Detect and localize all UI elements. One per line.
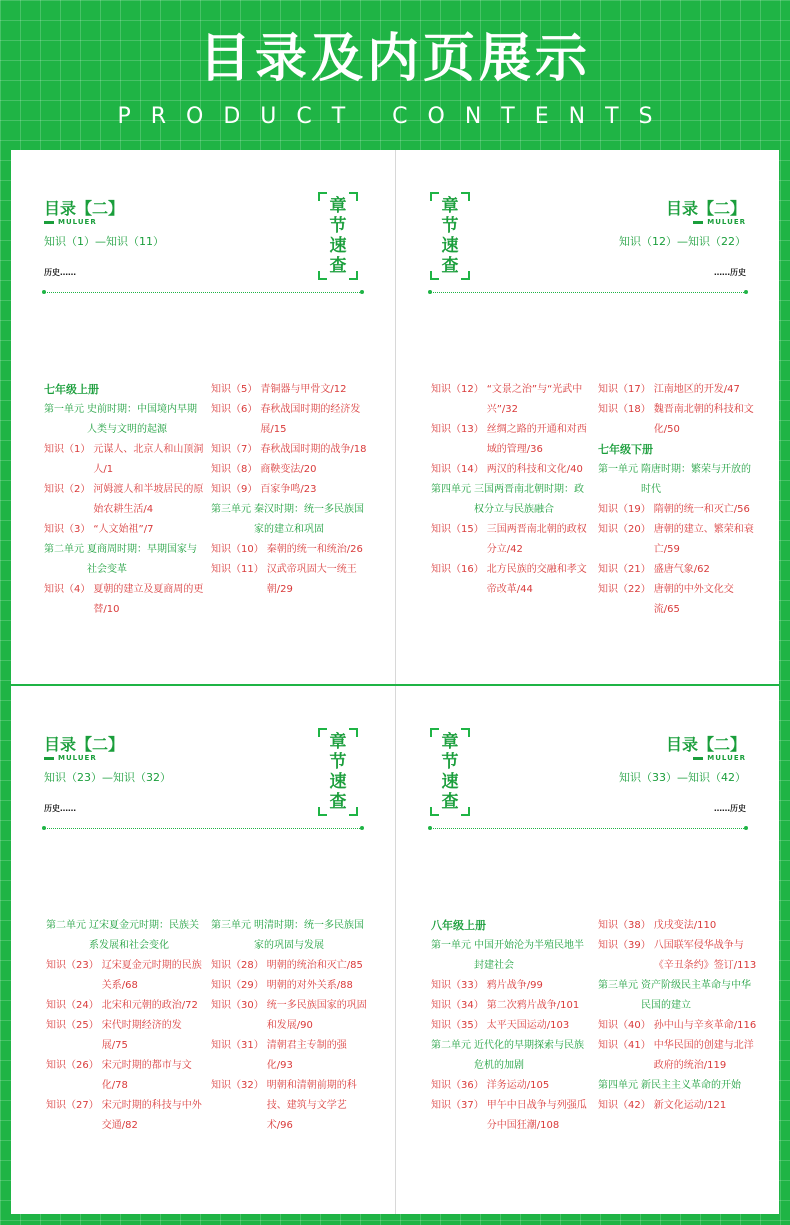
toc-item [598, 916, 758, 936]
item-label: 知识（26） [46, 1060, 99, 1071]
toc-column-right [211, 916, 371, 1136]
toc-item [431, 460, 591, 480]
item-title: 新文化运动/121 [653, 1100, 727, 1111]
item-label: 知识（30） [211, 1000, 264, 1011]
item-label: 知识（19） [598, 504, 651, 515]
toc-item [431, 976, 591, 996]
toc-item [598, 1036, 758, 1076]
toc-unit [598, 460, 758, 500]
item-label: 知识（36） [431, 1080, 484, 1091]
item-label: 知识（5） [211, 384, 258, 395]
toc-item [598, 1016, 758, 1036]
stamp-char: 查 [329, 792, 347, 812]
panel-divider [11, 684, 779, 686]
item-label: 知识（6） [211, 404, 258, 415]
toc-subtitle: MULUER [44, 754, 97, 762]
toc-item [598, 520, 758, 560]
toc-item [46, 1016, 206, 1056]
unit-title: 隋唐时期：繁荣与开放的时代 [641, 464, 751, 495]
unit-label: 第四单元 [598, 1080, 638, 1091]
item-label: 知识（35） [431, 1020, 484, 1031]
item-title: 八国联军侵华战争与《辛丑条约》签订/113 [653, 940, 757, 971]
item-title: 洋务运动/105 [486, 1080, 550, 1091]
item-label: 知识（31） [211, 1040, 264, 1051]
toc-item [598, 560, 758, 580]
stamp-char: 查 [441, 256, 459, 276]
toc-subtitle: MULUER [44, 218, 97, 226]
stamp-char: 节 [441, 216, 459, 236]
unit-title: 近代化的早期探索与民族危机的加剧 [474, 1040, 584, 1071]
toc-title: 目录【二】 [665, 735, 746, 754]
stamp-char: 章 [441, 732, 459, 752]
toc-item [431, 420, 591, 460]
item-title: 夏朝的建立及夏商周的更替/10 [93, 584, 204, 615]
toc-unit [46, 916, 206, 956]
grade-heading: 七年级下册 [598, 443, 653, 456]
item-title: 唐朝的中外文化交流/65 [653, 584, 734, 615]
item-label: 知识（21） [598, 564, 651, 575]
unit-label: 第三单元 [211, 504, 251, 515]
item-label: 知识（40） [598, 1020, 651, 1031]
unit-label: 第二单元 [431, 1040, 471, 1051]
toc-column-right [598, 916, 758, 1116]
toc-item [211, 380, 371, 400]
toc-item [431, 1016, 591, 1036]
stamp-char: 节 [329, 752, 347, 772]
item-label: 知识（20） [598, 524, 651, 535]
toc-column-left [46, 916, 206, 1136]
subject-label: 历史…… [44, 804, 76, 813]
toc-item [211, 976, 371, 996]
item-title: 魏晋南北朝的科技和文化/50 [653, 404, 754, 435]
toc-page-3 [11, 686, 395, 1214]
item-title: 秦朝的统一和统治/26 [266, 544, 363, 555]
toc-unit [431, 1036, 591, 1076]
toc-column-left [431, 916, 591, 1136]
item-title: 丝绸之路的开通和对西域的管理/36 [486, 424, 587, 455]
item-title: 戊戌变法/110 [653, 920, 717, 931]
toc-item [431, 1096, 591, 1136]
toc-title: 目录【二】 [665, 199, 746, 218]
toc-item [211, 956, 371, 976]
stamp-char: 查 [441, 792, 459, 812]
item-label: 知识（8） [211, 464, 258, 475]
item-title: “文景之治”与“光武中兴”/32 [486, 384, 583, 415]
item-title: 宋代时期经济的发展/75 [101, 1020, 182, 1051]
page-title: 目录及内页展示 [198, 29, 591, 89]
stamp-char: 速 [441, 236, 459, 256]
item-label: 知识（7） [211, 444, 258, 455]
item-label: 知识（42） [598, 1100, 651, 1111]
item-title: 唐朝的建立、繁荣和衰亡/59 [653, 524, 754, 555]
item-label: 知识（12） [431, 384, 484, 395]
toc-item [44, 580, 204, 620]
toc-unit [44, 540, 204, 580]
item-label: 知识（28） [211, 960, 264, 971]
item-label: 知识（18） [598, 404, 651, 415]
unit-label: 第三单元 [598, 980, 638, 991]
item-title: 甲午中日战争与列强瓜分中国狂潮/108 [486, 1100, 587, 1131]
item-title: 北宋和元朝的政治/72 [101, 1000, 198, 1011]
item-title: 盛唐气象/62 [653, 564, 710, 575]
toc-unit [431, 936, 591, 976]
item-title: 中华民国的创建与北洋政府的统治/119 [653, 1040, 754, 1071]
toc-item [431, 520, 591, 560]
item-label: 知识（14） [431, 464, 484, 475]
item-label: 知识（24） [46, 1000, 99, 1011]
subject-label: ……历史 [714, 268, 746, 277]
unit-title: 三国两晋南北朝时期：政权分立与民族融合 [474, 484, 584, 515]
item-label: 知识（2） [44, 484, 91, 495]
toc-item [431, 560, 591, 600]
chapter-stamp [318, 728, 358, 816]
toc-range: 知识（33）—知识（42） [619, 771, 746, 784]
item-label: 知识（39） [598, 940, 651, 951]
divider-line [44, 292, 362, 293]
item-title: 辽宋夏金元时期的民族关系/68 [101, 960, 202, 991]
toc-range: 知识（12）—知识（22） [619, 235, 746, 248]
item-title: 两汉的科技和文化/40 [486, 464, 583, 475]
divider-line [44, 828, 362, 829]
toc-item [598, 380, 758, 400]
item-title: “人文始祖”/7 [93, 524, 154, 535]
unit-title: 秦汉时期：统一多民族国家的建立和巩固 [254, 504, 364, 535]
stamp-char: 查 [329, 256, 347, 276]
unit-title: 夏商周时期：早期国家与社会变革 [87, 544, 197, 575]
toc-page-2 [395, 150, 779, 684]
page-subtitle: PRODUCT CONTENTS [117, 104, 673, 129]
toc-page-1 [11, 150, 395, 684]
unit-title: 资产阶级民主革命与中华民国的建立 [641, 980, 751, 1011]
toc-item [211, 440, 371, 460]
item-label: 知识（13） [431, 424, 484, 435]
stamp-char: 速 [441, 772, 459, 792]
item-title: 北方民族的交融和孝文帝改革/44 [486, 564, 587, 595]
item-title: 江南地区的开发/47 [653, 384, 740, 395]
grade-heading: 八年级上册 [431, 919, 486, 932]
item-label: 知识（15） [431, 524, 484, 535]
toc-column-right [211, 380, 371, 600]
toc-item [211, 996, 371, 1036]
toc-item [211, 1036, 371, 1076]
item-label: 知识（10） [211, 544, 264, 555]
item-title: 明朝的对外关系/88 [266, 980, 353, 991]
item-title: 元谋人、北京人和山顶洞人/1 [93, 444, 204, 475]
stamp-char: 节 [441, 752, 459, 772]
stamp-char: 节 [329, 216, 347, 236]
item-label: 知识（4） [44, 584, 91, 595]
toc-title: 目录【二】 [44, 735, 125, 754]
item-label: 知识（38） [598, 920, 651, 931]
item-title: 清朝君主专制的强化/93 [266, 1040, 347, 1071]
toc-subtitle: MULUER [693, 754, 746, 762]
toc-item [211, 540, 371, 560]
unit-label: 第一单元 [44, 404, 84, 415]
unit-label: 第三单元 [211, 920, 251, 931]
toc-column-right [598, 380, 758, 620]
item-label: 知识（29） [211, 980, 264, 991]
toc-item [46, 996, 206, 1016]
chapter-stamp [430, 728, 470, 816]
item-title: 商鞅变法/20 [260, 464, 317, 475]
item-title: 青铜器与甲骨文/12 [260, 384, 347, 395]
chapter-stamp [318, 192, 358, 280]
unit-label: 第四单元 [431, 484, 471, 495]
toc-title: 目录【二】 [44, 199, 125, 218]
toc-item [211, 400, 371, 440]
item-label: 知识（23） [46, 960, 99, 971]
stamp-char: 章 [329, 732, 347, 752]
item-title: 第二次鸦片战争/101 [486, 1000, 580, 1011]
item-title: 隋朝的统一和灭亡/56 [653, 504, 750, 515]
toc-unit [598, 1076, 758, 1096]
unit-label: 第一单元 [431, 940, 471, 951]
item-label: 知识（9） [211, 484, 258, 495]
item-title: 春秋战国时期的经济发展/15 [260, 404, 361, 435]
item-title: 百家争鸣/23 [260, 484, 317, 495]
toc-item [211, 480, 371, 500]
toc-item [431, 380, 591, 420]
unit-title: 明清时期：统一多民族国家的巩固与发展 [254, 920, 364, 951]
item-label: 知识（16） [431, 564, 484, 575]
toc-item [211, 460, 371, 480]
unit-title: 新民主主义革命的开始 [641, 1080, 741, 1091]
item-title: 太平天国运动/103 [486, 1020, 570, 1031]
item-title: 汉武帝巩固大一统王朝/29 [266, 564, 357, 595]
stamp-char: 章 [329, 196, 347, 216]
item-title: 宋元时期的都市与文化/78 [101, 1060, 192, 1091]
toc-item [44, 520, 204, 540]
stamp-char: 速 [329, 772, 347, 792]
item-label: 知识（17） [598, 384, 651, 395]
unit-label: 第二单元 [46, 920, 86, 931]
toc-item [46, 1056, 206, 1096]
toc-item [44, 440, 204, 480]
subject-label: 历史…… [44, 268, 76, 277]
toc-item [211, 560, 371, 600]
item-title: 明朝和清朝前期的科技、建筑与文学艺术/96 [266, 1080, 357, 1131]
toc-unit [211, 500, 371, 540]
toc-column-left [44, 380, 204, 620]
item-label: 知识（22） [598, 584, 651, 595]
item-title: 三国两晋南北朝的政权分立/42 [486, 524, 587, 555]
item-label: 知识（41） [598, 1040, 651, 1051]
toc-item [598, 400, 758, 440]
toc-subtitle: MULUER [693, 218, 746, 226]
unit-title: 辽宋夏金元时期：民族关系发展和社会变化 [89, 920, 199, 951]
item-title: 鸦片战争/99 [486, 980, 543, 991]
stamp-char: 速 [329, 236, 347, 256]
item-label: 知识（32） [211, 1080, 264, 1091]
toc-item [598, 580, 758, 620]
toc-item [46, 956, 206, 996]
divider-line [430, 292, 746, 293]
item-label: 知识（3） [44, 524, 91, 535]
item-label: 知识（11） [211, 564, 264, 575]
unit-label: 第一单元 [598, 464, 638, 475]
unit-label: 第二单元 [44, 544, 84, 555]
toc-unit [431, 480, 591, 520]
item-label: 知识（33） [431, 980, 484, 991]
item-title: 统一多民族国家的巩固和发展/90 [266, 1000, 367, 1031]
item-title: 春秋战国时期的战争/18 [260, 444, 367, 455]
toc-unit [211, 916, 371, 956]
item-title: 孙中山与辛亥革命/116 [653, 1020, 757, 1031]
toc-item [431, 996, 591, 1016]
toc-range: 知识（1）—知识（11） [44, 235, 164, 248]
toc-page-4 [395, 686, 779, 1214]
item-label: 知识（25） [46, 1020, 99, 1031]
toc-item [46, 1096, 206, 1136]
toc-column-left [431, 380, 591, 600]
item-label: 知识（27） [46, 1100, 99, 1111]
item-title: 明朝的统治和灭亡/85 [266, 960, 363, 971]
toc-item [598, 1096, 758, 1116]
unit-title: 史前时期：中国境内早期人类与文明的起源 [87, 404, 197, 435]
toc-item [598, 936, 758, 976]
item-title: 宋元时期的科技与中外交通/82 [101, 1100, 202, 1131]
grade-heading: 七年级上册 [44, 383, 99, 396]
item-title: 河姆渡人和半坡居民的原始农耕生活/4 [93, 484, 204, 515]
item-label: 知识（34） [431, 1000, 484, 1011]
toc-item [44, 480, 204, 520]
page-fold [395, 150, 396, 1214]
chapter-stamp [430, 192, 470, 280]
toc-unit [44, 400, 204, 440]
stamp-char: 章 [441, 196, 459, 216]
toc-item [431, 1076, 591, 1096]
item-label: 知识（1） [44, 444, 91, 455]
toc-range: 知识（23）—知识（32） [44, 771, 171, 784]
unit-title: 中国开始沦为半殖民地半封建社会 [474, 940, 584, 971]
divider-line [430, 828, 746, 829]
toc-item [211, 1076, 371, 1136]
toc-item [598, 500, 758, 520]
item-label: 知识（37） [431, 1100, 484, 1111]
subject-label: ……历史 [714, 804, 746, 813]
toc-unit [598, 976, 758, 1016]
